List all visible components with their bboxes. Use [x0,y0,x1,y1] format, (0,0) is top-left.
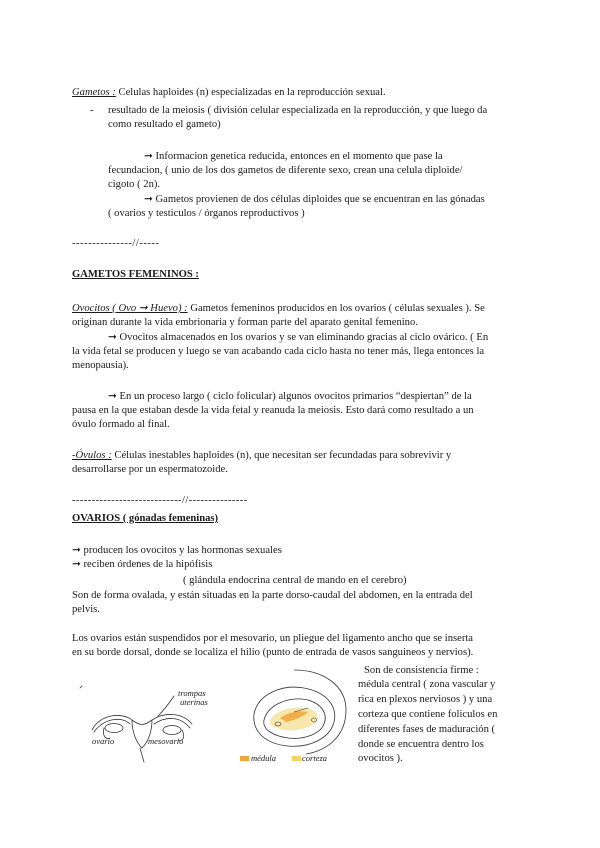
ovary-left [105,724,123,733]
consistencia-line-5: diferentes fases de maduración ( [358,724,496,735]
label-corteza: corteza [302,753,328,763]
corteza-swatch [292,756,301,761]
suspendidos-line-1: Los ovarios están suspendidos por el mesovario, un pliegue del ligamento ancho que se inserta [72,633,473,644]
gametos-arrow1-line1: ➞ Informacion genetica reducida, entonces en el momento que pase la [144,151,443,162]
suspendidos-line-2: en su borde dorsal, donde se localiza el hilio (punto de entrada de vasos sanguineos y nervios). [72,647,474,658]
hipofisis-note: ( glándula endocrina central de mando en el cerebro) [183,575,407,586]
ovarios-heading: OVARIOS ( gónadas femeninas) [72,513,219,524]
proceso-line-1: ➞ En un proceso largo ( ciclo folicular) algunos ovocitos primarios “despiertan” de la [108,391,472,402]
label-trompas: trompas [178,688,206,698]
ovary-right [163,726,181,735]
sketch-mark [80,686,82,688]
label-mesovario: mesovario [148,736,184,746]
gametos-arrow2-line2: ( ovarios y testiculos / órganos reproductivos ) [108,208,305,219]
consistencia-line-6: donde se encuentra dentro los [358,739,484,750]
divider-2: ----------------------------//--------------- [72,495,248,506]
gametos-arrow2-line1: ➞ Gametos provienen de dos células diploides que se encuentran en las gónadas [144,194,485,205]
gametos-arrow1-line2: fecundacion, ( unio de los dos gametos de diferente sexo, crean una celula diploide/ [108,165,463,176]
ovulos-label: -Óvulos : [72,450,112,461]
bullet-marker: - [90,105,94,116]
label-medula: médula [251,753,277,763]
almacenados-line-1: ➞ Ovocitos almacenados en los ovarios y se van eliminando gracias al ciclo ovárico. ( En [108,332,489,343]
uterus-sketch-drawing [74,672,214,772]
ovulos-paragraph [72,449,451,463]
medula-swatch [240,756,249,761]
gametos-definition: Celulas haploides (n) especializadas en la reproducción sexual. [118,87,386,98]
ovarios-arrow-b: ➞ reciben órdenes de la hipófisis [72,559,213,570]
tube-line-right [154,718,190,728]
gametos-paragraph [72,86,386,100]
consistencia-line-3: rica en plexos nerviosos ) y una [358,694,493,705]
almacenados-line-2: la vida fetal se producen y luego se van acabando cada ciclo hasta no tener más, llega entonces la [72,346,485,357]
meiosis-line-2: como resultado el gameto) [108,119,221,130]
label-ovario: ovario [92,736,115,746]
ovarios-arrow-a: ➞ producen los ovocitos y las hormonas sexuales [72,545,282,556]
ovocitos-paragraph [72,302,485,316]
ovulos-line-1: Células inestables haploides (n), que necesitan ser fecundadas para sobrevivir y [114,450,452,461]
ovocitos-line-2: originan durante la vida embrionaria y forman parte del aparato genital femenino. [72,317,418,328]
meiosis-line-1: resultado de la meiosis ( división celular especializada en la reproducción, y que luego da [108,105,488,116]
gametos-heading: Gametos : [72,87,116,98]
consistencia-line-1: Son de consistencia firme : [364,665,479,676]
proceso-line-3: óvulo formado al final. [72,419,170,430]
gametos-arrow1-line3: cigoto ( 2n). [108,179,161,190]
forma-line-2: pelvis. [72,604,100,615]
ovocitos-label: Ovocitos ( Ovo ➞ Huevo) : [72,303,188,314]
label-uterinas: uterinas [180,697,208,707]
cervix-line [140,748,144,762]
forma-line-1: Son de forma ovalada, y están situadas en la parte dorso-caudal del abdomen, en la entrada del [72,590,473,601]
proceso-line-2: pausa en la que estaban desde la vida fetal y reanuda la meiosis. Esto dará como resultado a un [72,405,474,416]
ovulos-line-2: desarrollarse por un espermatozoide. [72,464,228,475]
consistencia-line-4: corteza que contiene foliculos en [358,709,498,720]
ovocitos-line-1: Gametos femeninos producidos en los ovarios ( células sexuales ). Se [190,303,485,314]
divider-1: ---------------//----- [72,238,160,249]
consistencia-line-2: médula central ( zona vascular y [358,679,496,690]
uterus-sketch [74,672,214,772]
consistencia-line-7: ovocitos ). [358,753,403,764]
almacenados-line-3: menopausia). [72,360,129,371]
tube-line [92,714,192,730]
gametos-femeninos-heading: GAMETOS FEMENINOS : [72,269,199,280]
pointer-line [158,696,174,716]
